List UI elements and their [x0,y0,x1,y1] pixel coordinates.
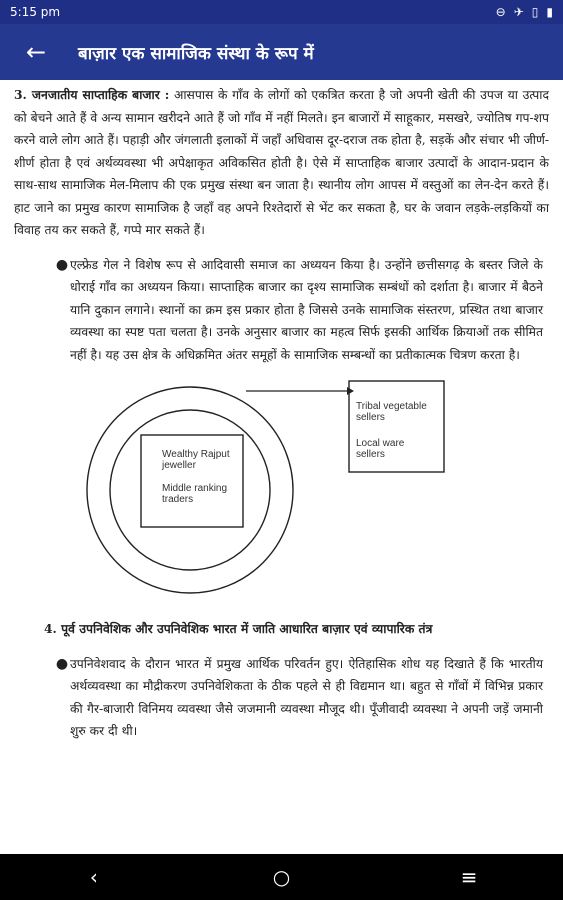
outer-label-3: Local ware [356,438,405,449]
outer-label-4: sellers [356,449,385,460]
nav-menu-icon[interactable]: ≡ [460,865,478,889]
section-3-paragraph [14,84,549,242]
market-diagram [14,370,549,610]
back-arrow-icon[interactable]: ← [25,38,47,66]
inner-label-1: Wealthy Rajput [162,449,230,460]
outer-label-1: Tribal vegetable [356,401,427,412]
outer-label-2: sellers [356,412,385,423]
battery-icon: ▮ [546,5,553,19]
status-icons [496,5,553,19]
nav-back-icon[interactable]: ‹ [89,865,98,889]
section-3-lead: 3. जनजातीय साप्ताहिक बाजार : [14,87,170,102]
nav-home-icon[interactable]: ○ [272,865,291,889]
system-nav-bar [0,854,563,900]
article-content [0,80,563,854]
inner-label-2: jeweller [162,460,196,471]
status-bar [0,0,563,24]
inner-label-4: traders [162,494,194,505]
bullet-1-text: एल्फ्रेड गेल ने विशेष रूप से आदिवासी समाज का अध्ययन किया है। उन्होंने छत्तीसगढ़ के बस्तर जिले के धोराई गाँव का अध्ययन किया। साप्ताहिक बाजार का दृश्य सामाजिक सम्बंधों को दर्शाता है। बाजार में बैठने यानि दुकान लगाने। स्थानों का क्रम इस प्रकार होता है जिससे उनके सामाजिक संस्तरण, प्रस्थित तथा बाजार व्यवस्था का स्पष्ट पता चलता है। उनके अनुसार बाजार का महत्व सिर्फ इसकी आर्थिक क्रियाओं तक सीमित नहीं है। यह उस क्षेत्र के अधिक्रमित अंतर समूहों के सामाजिक सम्बन्धों का प्रतीकात्मक चित्रण करता है। [70,257,543,362]
no-sim-icon: ▯ [531,5,539,19]
bullet-2-text: उपनिवेशवाद के दौरान भारत में प्रमुख आर्थिक परिवर्तन हुए। ऐतिहासिक शोध यह दिखाते हैं कि भारतीय अर्थव्यवस्था का मौद्रीकरण उपनिवेशिकता के ठीक पहले से ही विद्यमान था। बहुत से गाँवों में विभिन्न प्रकार की गैर-बाजारी विनिमय व्यवस्था जैसे जजमानी व्यवस्था मौजूद थी। पूँजीवादी व्यवस्था ने अपनी जड़ें जमानी शुरु कर दी थी। [70,656,543,738]
bullet-item-1 [14,254,549,367]
bullet-item-2 [14,653,549,743]
diagram-svg [14,370,549,610]
inner-label-3: Middle ranking [162,483,228,494]
app-bar [0,24,563,80]
bullet-dot-icon: ● [55,256,69,273]
section-4-heading: 4. पूर्व उपनिवेशिक और उपनिवेशिक भारत में जाति आधारित बाज़ार एवं व्यापारिक तंत्र [44,621,433,636]
status-time: 5:15 pm [10,5,61,19]
bullet-dot-icon: ● [55,655,69,672]
page-title: बाज़ार एक सामाजिक संस्था के रूप में [78,43,314,64]
section-3-text: आसपास के गाँव के लोगों को एकत्रित करता है जो अपनी खेती की उपज या उत्पाद को बेचने आते हैं वे अन्य सामान खरीदने आते हैं जो गाँव में नहीं मिलते। इन बाजारों में साहूकार, मसखरे, ज्योतिष गप-शप करने वाले लोग आते हैं। पहाड़ी और जंगलाती इलाकों में जहाँ अधिवास दूर-दराज तक होता है, सड़कें और संचार भी जीर्ण-शीर्ण होता है एवं अर्थव्यवस्था भी अपेक्षाकृत अविकसित होती है। ऐसे में साप्ताहिक बाजार उत्पादों के आदान-प्रदान के साथ-साथ सामाजिक मेल-मिलाप की एक प्रमुख संस्था बन जाता है। स्थानीय लोग आपस में वस्तुओं का लेन-देन करते हैं। हाट जाने का प्रमुख कारण सामाजिक है जहाँ वह अपने रिश्तेदारों से भेंट कर सकता है, घर के जवान लड़के-लड़कियों का विवाह तय कर सकते हैं, गप्पे मार सकते हैं। [14,88,549,237]
airplane-icon: ✈ [513,5,524,19]
minus-circle-icon: ⊖ [495,5,506,19]
